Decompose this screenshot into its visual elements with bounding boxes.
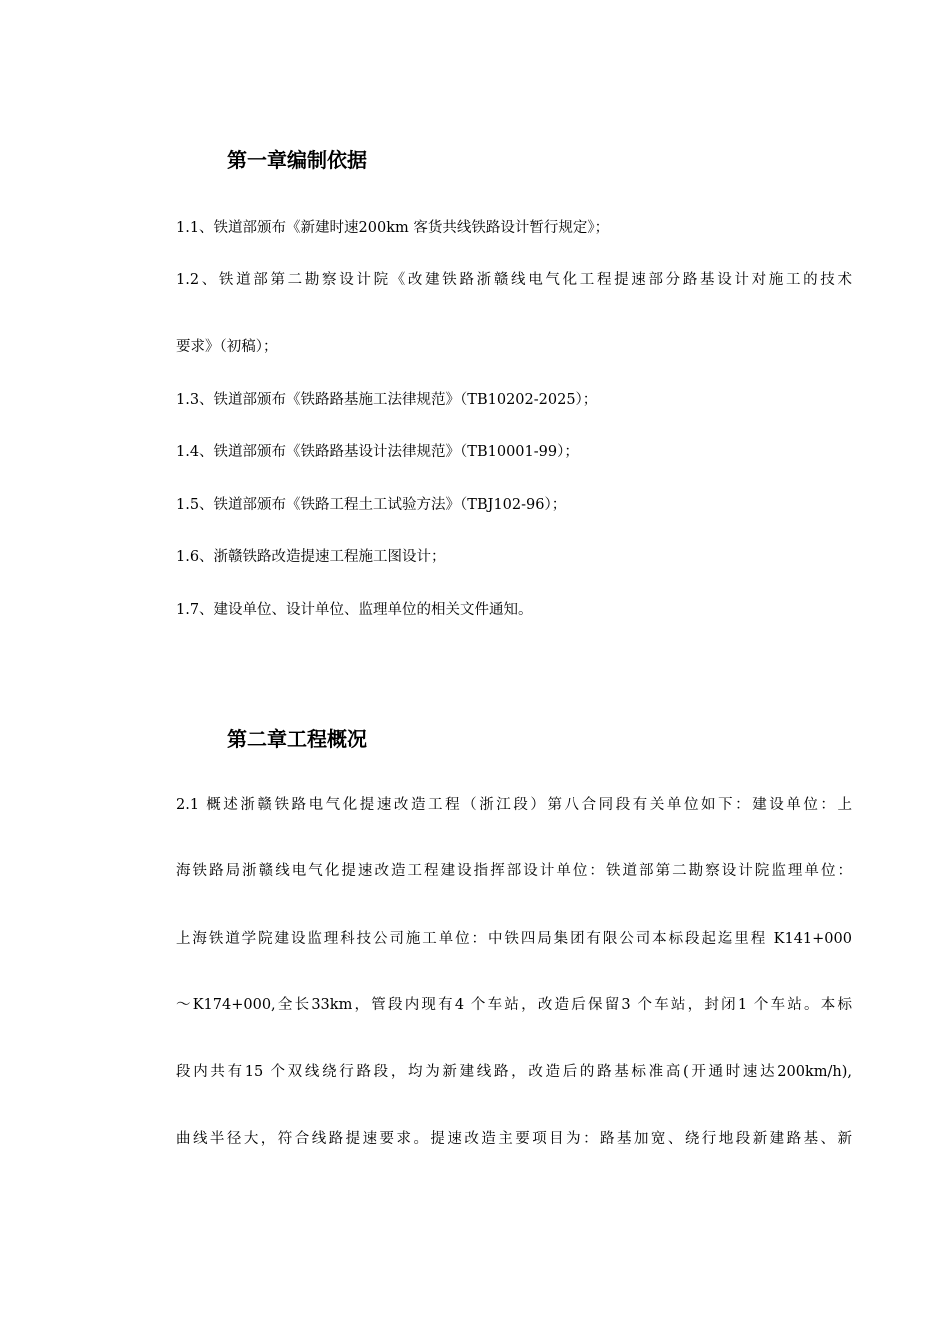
chapter-2-paragraph-line-4: ～K174+000,全长33km，管段内现有4 个车站，改造后保留3 个车站，封闭1 个车站。本标 [176, 997, 852, 1013]
chapter-2-paragraph-line-2: 海铁路局浙赣线电气化提速改造工程建设指挥部设计单位：铁道部第二勘察设计院监理单位： [176, 863, 852, 879]
chapter-2-title: 第二章工程概况 [227, 727, 367, 751]
chapter-1-item-1-3: 1.3、铁道部颁布《铁路路基施工法律规范》（TB10202-2025）； [176, 392, 598, 408]
chapter-1-item-1-5: 1.5、铁道部颁布《铁路工程土工试验方法》（TBJ102-96）； [176, 497, 567, 513]
chapter-1-item-1-2: 1.2、铁道部第二勘察设计院《改建铁路浙赣线电气化工程提速部分路基设计对施工的技术 [176, 272, 852, 288]
chapter-1-title: 第一章编制依据 [227, 148, 367, 172]
chapter-1-item-1-1: 1.1、铁道部颁布《新建时速200km 客货共线铁路设计暂行规定》； [176, 220, 610, 236]
chapter-2-paragraph-line-3: 上海铁道学院建设监理科技公司施工单位：中铁四局集团有限公司本标段起迄里程 K141+000 [176, 931, 852, 947]
chapter-2-paragraph-line-5: 段内共有15 个双线绕行路段，均为新建线路，改造后的路基标准高(开通时速达200km/h), [176, 1064, 852, 1080]
chapter-2-paragraph-line-1: 2.1 概述浙赣铁路电气化提速改造工程（浙江段）第八合同段有关单位如下：建设单位：上 [176, 797, 852, 813]
chapter-1-item-1-7: 1.7、建设单位、设计单位、监理单位的相关文件通知。 [176, 602, 533, 618]
chapter-1-item-1-4: 1.4、铁道部颁布《铁路路基设计法律规范》（TB10001-99）； [176, 444, 579, 460]
chapter-1-item-1-2-continued: 要求》（初稿）； [176, 339, 278, 355]
chapter-2-paragraph-line-6: 曲线半径大，符合线路提速要求。提速改造主要项目为：路基加宽、绕行地段新建路基、新 [176, 1131, 852, 1147]
chapter-1-item-1-6: 1.6、浙赣铁路改造提速工程施工图设计； [176, 549, 446, 565]
